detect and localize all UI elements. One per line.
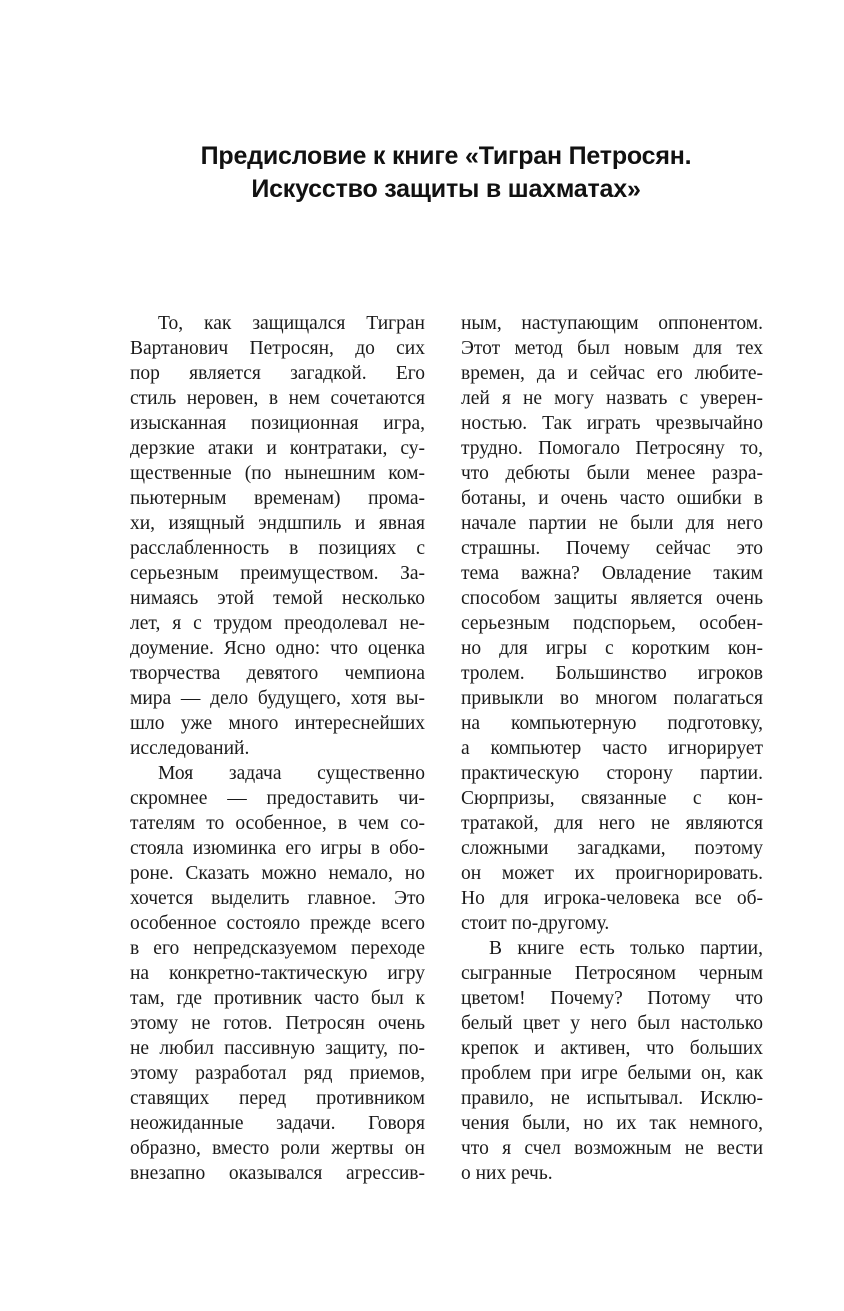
text-line: лей я не могу назвать с уверен-	[461, 388, 763, 409]
text-line: но для игры с коротким кон-	[461, 638, 763, 659]
text-line: ностью. Так играть чрезвычайно	[461, 413, 763, 434]
text-line: изысканная позиционная игра,	[130, 413, 425, 434]
text-column-left	[130, 311, 425, 1186]
text-line: Вартанович Петросян, до сих	[130, 338, 425, 359]
text-line: ным, наступающим оппонентом.	[461, 313, 763, 334]
chapter-title-line-2: Искусство защиты в шахматах»	[251, 175, 641, 203]
text-line: тателям то особенное, в чем со-	[130, 813, 425, 834]
text-line: правило, не испытывал. Исклю-	[461, 1088, 763, 1109]
text-line: там, где противник часто был к	[130, 988, 425, 1009]
paragraph	[461, 311, 763, 936]
text-line: времен, да и сейчас его любите-	[461, 363, 763, 384]
text-line: шло уже много интереснейших	[130, 713, 425, 734]
text-line: способом защиты является очень	[461, 588, 763, 609]
text-line: Сюрпризы, связанные с кон-	[461, 788, 763, 809]
text-line: пор является загадкой. Его	[130, 363, 425, 384]
text-line: не любил пассивную защиту, по-	[130, 1038, 425, 1059]
text-line: сложными загадками, поэтому	[461, 838, 763, 859]
text-line: на компьютерную подготовку,	[461, 713, 763, 734]
text-line: Этот метод был новым для тех	[461, 338, 763, 359]
text-line: Но для игрока-человека все об-	[461, 888, 763, 909]
text-line: творчества девятого чемпиона	[130, 663, 425, 684]
chapter-title	[0, 140, 844, 206]
text-line: скромнее — предоставить чи-	[130, 788, 425, 809]
text-line: стоит по-другому.	[461, 913, 610, 934]
text-line: расслабленность в позициях с	[130, 538, 425, 559]
text-line: а компьютер часто игнорирует	[461, 738, 763, 759]
text-line: стиль неровен, в нем сочетаются	[130, 388, 425, 409]
paragraph	[130, 761, 425, 1186]
text-line: пьютерным временам) прома-	[130, 488, 425, 509]
text-line: ботаны, и очень часто ошибки в	[461, 488, 763, 509]
text-line: тема важна? Овладение таким	[461, 563, 763, 584]
text-line: практическую сторону партии.	[461, 763, 763, 784]
text-line: Моя задача существенно	[158, 763, 425, 784]
text-line: дерзкие атаки и контратаки, су-	[130, 438, 425, 459]
text-line: начале партии не были для него	[461, 513, 763, 534]
text-line: что я счел возможным не вести	[461, 1138, 763, 1159]
text-line: проблем при игре белыми он, как	[461, 1063, 763, 1084]
text-line: исследований.	[130, 738, 250, 759]
text-line: стояла изюминка его игры в обо-	[130, 838, 425, 859]
text-line: белый цвет у него был настолько	[461, 1013, 763, 1034]
text-line: мира — дело будущего, хотя вы-	[130, 688, 425, 709]
chapter-title-line-1: Предисловие к книге «Тигран Петросян.	[200, 142, 692, 170]
paragraph	[130, 311, 425, 761]
text-line: цветом! Почему? Потому что	[461, 988, 763, 1009]
text-line: лет, я с трудом преодолевал не-	[130, 613, 425, 634]
text-line: он может их проигнорировать.	[461, 863, 763, 884]
text-line: о них речь.	[461, 1163, 553, 1184]
text-line: привыкли во многом полагаться	[461, 688, 763, 709]
text-line: доумение. Ясно одно: что оценка	[130, 638, 425, 659]
text-line: тратакой, для него не являются	[461, 813, 763, 834]
text-line: неожиданные задачи. Говоря	[130, 1113, 425, 1134]
text-line: внезапно оказывался агрессив-	[130, 1163, 425, 1184]
text-line: ставящих перед противником	[130, 1088, 425, 1109]
text-line: страшны. Почему сейчас это	[461, 538, 763, 559]
text-line: крепок и активен, что больших	[461, 1038, 763, 1059]
text-line: этому разработал ряд приемов,	[130, 1063, 425, 1084]
text-line: хочется выделить главное. Это	[130, 888, 425, 909]
text-line: тролем. Большинство игроков	[461, 663, 763, 684]
text-line: щественные (по нынешним ком-	[130, 463, 425, 484]
text-column-right	[461, 311, 763, 1186]
text-line: нимаясь этой темой несколько	[130, 588, 425, 609]
text-line: серьезным подспорьем, особен-	[461, 613, 763, 634]
text-line: чения были, но их так немного,	[461, 1113, 763, 1134]
text-line: сыгранные Петросяном черным	[461, 963, 763, 984]
text-line: в его непредсказуемом переходе	[130, 938, 425, 959]
text-line: что дебюты были менее разра-	[461, 463, 763, 484]
text-line: В книге есть только партии,	[489, 938, 763, 959]
text-line: хи, изящный эндшпиль и явная	[130, 513, 425, 534]
text-line: То, как защищался Тигран	[158, 313, 425, 334]
text-line: особенное состояло прежде всего	[130, 913, 425, 934]
text-line: образно, вместо роли жертвы он	[130, 1138, 425, 1159]
text-line: на конкретно-тактическую игру	[130, 963, 425, 984]
text-line: серьезным преимуществом. За-	[130, 563, 425, 584]
paragraph	[461, 936, 763, 1186]
text-line: трудно. Помогало Петросяну то,	[461, 438, 763, 459]
text-line: роне. Сказать можно немало, но	[130, 863, 425, 884]
text-line: этому не готов. Петросян очень	[130, 1013, 425, 1034]
